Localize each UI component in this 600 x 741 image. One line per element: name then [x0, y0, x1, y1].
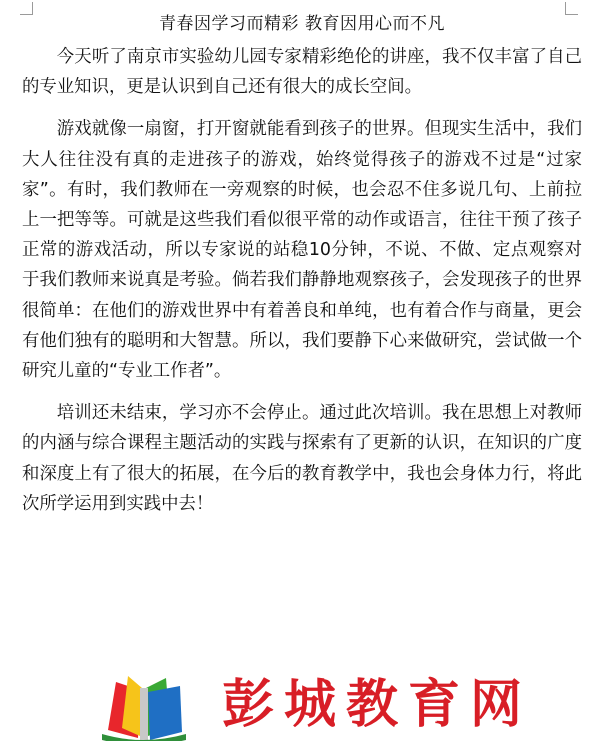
paragraph-2: 游戏就像一扇窗，打开窗就能看到孩子的世界。但现实生活中，我们大人往往没有真的走进孩子的游戏，始终觉得孩子的游戏不过是“过家家”。有时，我们教师在一旁观察的时候，也会忍不住多说几句、上前拉上一把等等。可就是这些我们看似很平常的动作或语言，往往干预了孩子正常的游戏活动，所以专家说的站稳10分钟，不说、不做、定点观察对于我们教师来说真是考验。倘若我们静静地观察孩子，会发现孩子的世界很简单：在他们的游戏世界中有着善良和单纯，也有着合作与商量，更会有他们独有的聪明和大智慧。所以，我们要静下心来做研究，尝试做一个研究儿童的“专业工作者”。 [22, 119, 582, 382]
paragraph-1: 今天听了南京市实验幼儿园专家精彩绝伦的讲座，我不仅丰富了自己的专业知识，更是认识到自己还有很大的成长空间。 [22, 47, 582, 98]
document-page [22, 10, 582, 525]
open-book-logo-icon [88, 670, 198, 741]
site-watermark-logo [0, 670, 600, 741]
paragraph-3: 培训还未结束，学习亦不会停止。通过此次培训。我在思想上对教师的内涵与综合课程主题活动的实践与探索有了更新的认识，在知识的广度和深度上有了很大的拓展，在今后的教育教学中，我也会身体力行，将此次所学运用到实践中去！ [22, 403, 582, 514]
document-title: 青春因学习而精彩 教育因用心而不凡 [159, 14, 445, 34]
site-logo-text: 彭城教育网 [222, 675, 533, 735]
